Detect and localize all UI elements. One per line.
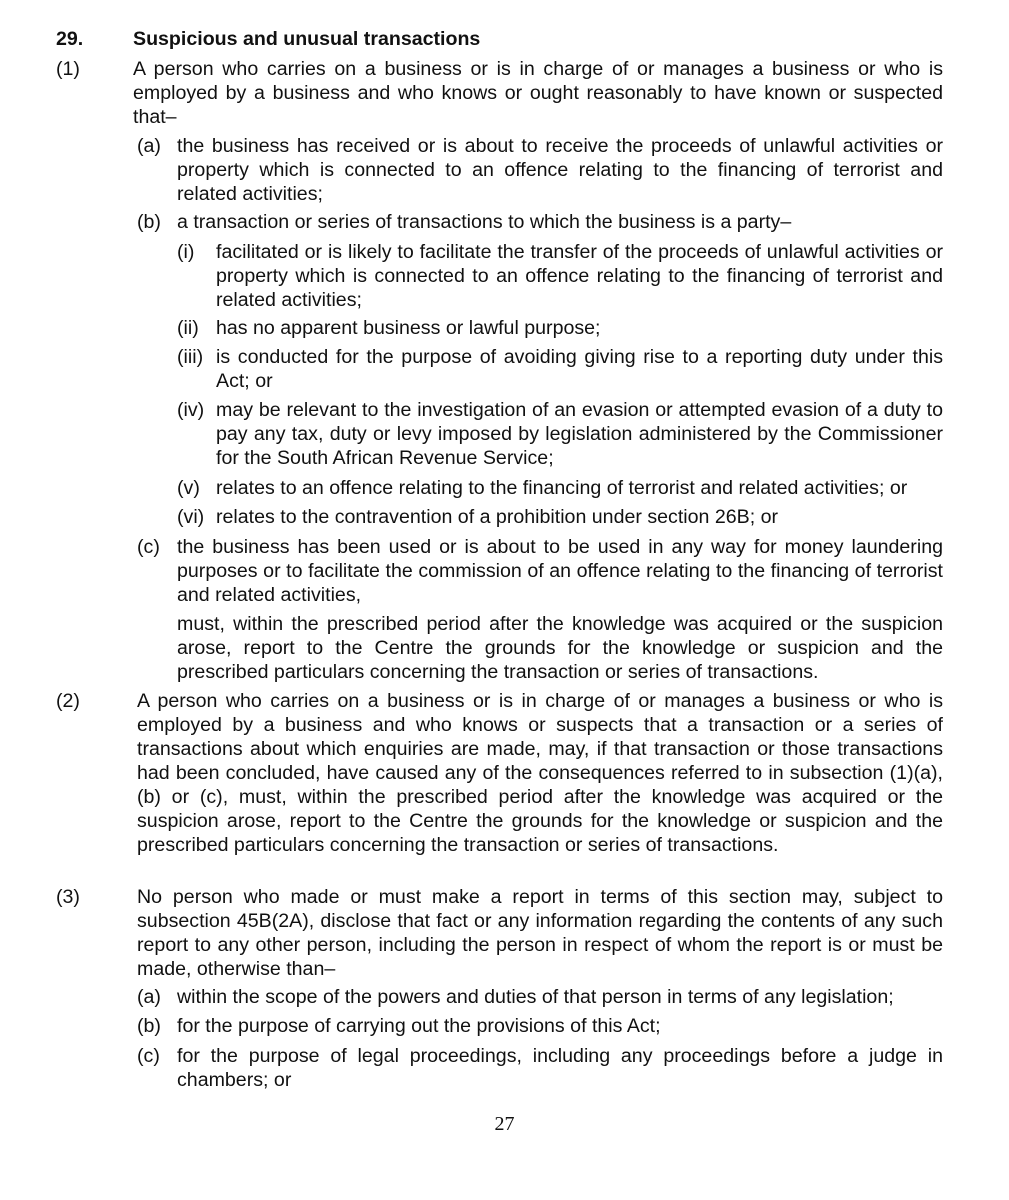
subparagraph-1b-iii-label: (iii) xyxy=(177,346,204,368)
paragraph-1b-text: a transaction or series of transactions to which the business is a party– xyxy=(177,211,792,233)
paragraph-1b-label: (b) xyxy=(137,211,161,233)
paragraph-3c-label: (c) xyxy=(137,1045,160,1067)
subsection-1-label: (1) xyxy=(56,58,80,80)
subsection-1-closing-text: must, within the prescribed period after the knowledge was acquired or the suspicion arose, report to the Centre the grounds for the knowledge or suspicion and the prescribed particulars concerning the transaction or series of transactions. xyxy=(177,613,943,683)
subparagraph-1b-ii-text: has no apparent business or lawful purpose; xyxy=(216,317,601,339)
subsection-3-label: (3) xyxy=(56,886,80,908)
subparagraph-1b-v-text: relates to an offence relating to the financing of terrorist and related activities; or xyxy=(216,477,908,499)
paragraph-3a-text: within the scope of the powers and duties of that person in terms of any legislation; xyxy=(177,986,894,1008)
paragraph-3b-label: (b) xyxy=(137,1015,161,1037)
subsection-3-text: No person who made or must make a report in terms of this section may, subject to subsection 45B(2A), disclose that fact or any information regarding the contents of any such report to any other person, including the person in respect of whom the report is or must be made, otherwise than– xyxy=(137,886,943,980)
section-number: 29. xyxy=(56,28,84,50)
page-number: 27 xyxy=(494,1113,515,1135)
subparagraph-1b-iv-label: (iv) xyxy=(177,399,205,421)
subsection-1-text: A person who carries on a business or is in charge of or manages a business or who is employed by a business and who knows or ought reasonably to have known or suspected that– xyxy=(133,58,943,128)
section-title: Suspicious and unusual transactions xyxy=(133,28,481,50)
subparagraph-1b-iv-text: may be relevant to the investigation of an evasion or attempted evasion of a duty to pay any tax, duty or levy imposed by legislation administered by the Commissioner for the South African Revenue Service; xyxy=(216,399,943,469)
paragraph-3c-text: for the purpose of legal proceedings, including any proceedings before a judge in chambers; or xyxy=(177,1045,943,1091)
subparagraph-1b-vi-text: relates to the contravention of a prohibition under section 26B; or xyxy=(216,506,779,528)
paragraph-1a-label: (a) xyxy=(137,135,161,157)
subparagraph-1b-ii-label: (ii) xyxy=(177,317,199,339)
subparagraph-1b-vi-label: (vi) xyxy=(177,506,205,528)
subparagraph-1b-v-label: (v) xyxy=(177,477,200,499)
subparagraph-1b-i-text: facilitated or is likely to facilitate the transfer of the proceeds of unlawful activities or property which is connected to an offence relating to the financing of terrorist and related activities; xyxy=(216,241,943,311)
paragraph-3a-label: (a) xyxy=(137,986,161,1008)
subparagraph-1b-iii-text: is conducted for the purpose of avoiding giving rise to a reporting duty under this Act; or xyxy=(216,346,943,392)
paragraph-1c-text: the business has been used or is about to be used in any way for money laundering purposes or to facilitate the commission of an offence relating to the financing of terrorist and related activities, xyxy=(177,536,943,606)
paragraph-3b-text: for the purpose of carrying out the provisions of this Act; xyxy=(177,1015,661,1037)
subsection-2-label: (2) xyxy=(56,690,80,712)
paragraph-1c-label: (c) xyxy=(137,536,160,558)
paragraph-1a-text: the business has received or is about to receive the proceeds of unlawful activities or property which is connected to an offence relating to the financing of terrorist and related activities; xyxy=(177,135,943,205)
subsection-2-text: A person who carries on a business or is in charge of or manages a business or who is employed by a business and who knows or suspects that a transaction or a series of transactions about which enquiries are made, may, if that transaction or those transactions had been concluded, have caused any of the consequences referred to in subsection (1)(a), (b) or (c), must, within the prescribed period after the knowledge was acquired or the suspicion arose, report to the Centre the grounds for the knowledge or suspicion and the prescribed particulars concerning the transaction or series of transactions. xyxy=(137,690,943,856)
subparagraph-1b-i-label: (i) xyxy=(177,241,195,263)
